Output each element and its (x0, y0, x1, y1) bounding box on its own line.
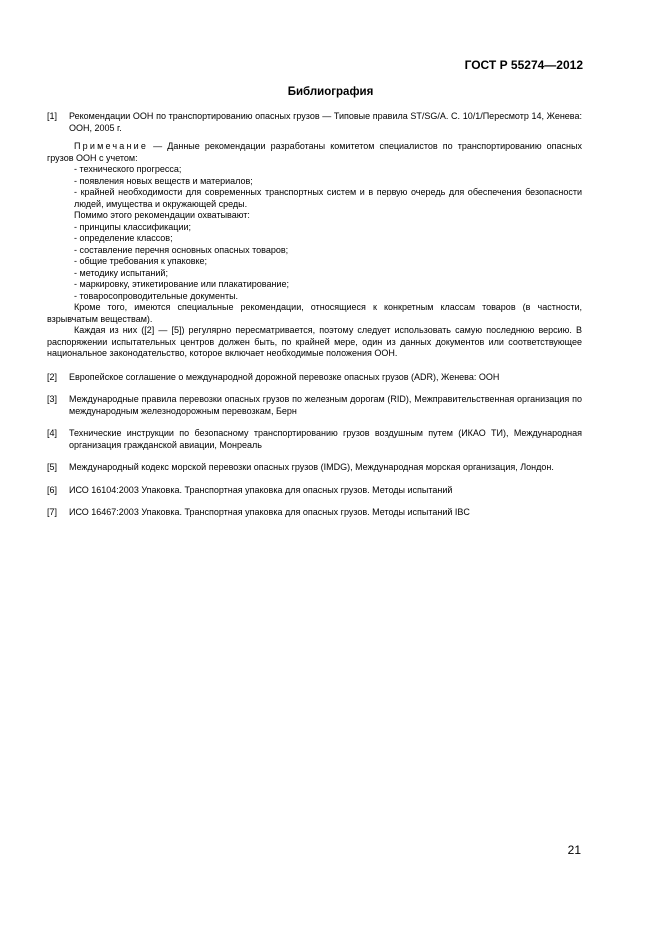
list-item: - общие требования к упаковке; (47, 256, 582, 268)
list-item: - технического прогресса; (47, 164, 582, 176)
reference-item-2 (47, 372, 582, 384)
reference-text: Рекомендации ООН по транспортированию опасных грузов — Типовые правила ST/SG/A. C. 10/1/Пересмотр 14, Женева: ООН, 2005 г. (69, 111, 582, 133)
note-label: Примечание (74, 141, 149, 151)
reference-number: [6] (47, 484, 58, 495)
note-revision-paragraph: Каждая из них ([2] — [5]) регулярно пересматривается, поэтому следует использовать самую последнюю версию. В распоряжении испытательных центров должен быть, по крайней мере, один из данных документов или соответствующее национальное законодательство, которое включает необходимые положения ООН. (47, 325, 582, 358)
reference-text: Европейское соглашение о международной дорожной перевозке опасных грузов (ADR), Женева: ООН (69, 371, 500, 382)
note-covers-text: Помимо этого рекомендации охватывают: (74, 210, 250, 220)
list-item: - крайней необходимости для современных транспортных систем и в первую очередь для обеспечения безопасности людей, имущества и окружающей среды. (47, 187, 582, 210)
list-item: - маркировку, этикетирование или плакатирование; (47, 279, 582, 291)
reference-text: Международные правила перевозки опасных грузов по железным дорогам (RID), Межправительственная организация по международным железнодорожным перевозкам, Берн (69, 394, 582, 416)
reference-number: [7] (47, 507, 58, 517)
note-intro-paragraph (47, 141, 582, 164)
list-item: - определение классов; (47, 233, 582, 245)
list-item: - появления новых веществ и материалов; (47, 176, 582, 188)
document-standard-header: ГОСТ Р 55274—2012 (464, 58, 583, 72)
reference-text: Международный кодекс морской перевозки опасных грузов (IMDG), Международная морская организация, Лондон. (69, 462, 554, 472)
reference-text: ИСО 16467:2003 Упаковка. Транспортная упаковка для опасных грузов. Методы испытаний IBC (69, 507, 470, 517)
reference-number: [5] (47, 462, 58, 472)
reference-item-6 (47, 485, 582, 497)
reference-text: Технические инструкции по безопасному транспортированию грузов воздушным путем (ИКАО ТИ), Международная организация гражданской авиации, Монреаль (69, 428, 582, 450)
reference-item-3 (47, 394, 582, 417)
note-extra-paragraph: Кроме того, имеются специальные рекомендации, относящиеся к конкретным классам товаров (в частности, взрывчатым веществам). (47, 302, 582, 324)
note-list-coverage (47, 222, 582, 303)
list-item: - составление перечня основных опасных товаров; (47, 245, 582, 257)
reference-number: [1] (47, 111, 58, 121)
reference-item-4 (47, 428, 582, 451)
note-intro-text: — Данные рекомендации разработаны комитетом специалистов по транспортированию опасных грузов ООН с учетом: (47, 141, 582, 163)
page-number: 21 (567, 843, 581, 857)
bibliography-content (47, 111, 582, 519)
note-list-considerations (47, 164, 582, 210)
list-item: - принципы классификации; (47, 222, 582, 234)
list-item: - товаросопроводительные документы. (47, 291, 582, 303)
reference-item-5 (47, 462, 582, 474)
reference-item-7 (47, 507, 582, 519)
reference-number: [3] (47, 394, 58, 404)
reference-item-1 (47, 111, 582, 134)
reference-text: ИСО 16104:2003 Упаковка. Транспортная упаковка для опасных грузов. Методы испытаний (69, 484, 453, 495)
reference-number: [2] (47, 371, 58, 382)
note-block (47, 141, 582, 360)
reference-number: [4] (47, 428, 58, 438)
page-title: Библиография (287, 86, 374, 98)
list-item: - методику испытаний; (47, 268, 582, 280)
